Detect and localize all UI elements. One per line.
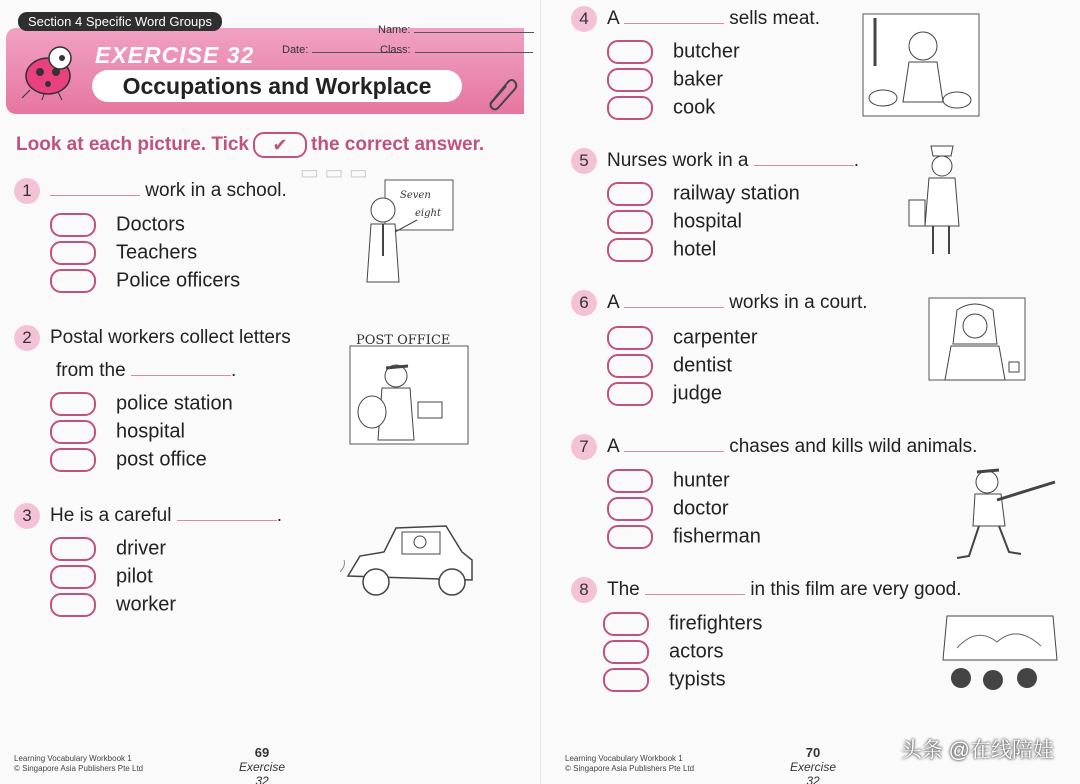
instruction-text-end: the correct answer. xyxy=(311,134,485,156)
name-label: Name: xyxy=(378,24,411,36)
question-1 xyxy=(14,178,287,204)
answer-oval[interactable] xyxy=(607,326,653,350)
question-text: Postal workers collect letters xyxy=(50,327,291,348)
question-text: A xyxy=(607,436,619,457)
option-typists[interactable] xyxy=(603,668,726,692)
class-label: Class: xyxy=(380,44,411,56)
option-hospital[interactable] xyxy=(50,420,185,444)
answer-oval[interactable] xyxy=(50,565,96,589)
answer-oval[interactable] xyxy=(607,68,653,92)
answer-oval[interactable] xyxy=(50,269,96,293)
option-post-office[interactable] xyxy=(50,448,207,472)
option-label: firefighters xyxy=(669,612,763,635)
ladybug-mascot-icon xyxy=(14,40,82,100)
question-text-end: works in a court. xyxy=(729,292,868,313)
page-number: 69 xyxy=(254,745,270,760)
option-worker[interactable] xyxy=(50,593,176,617)
option-carpenter[interactable] xyxy=(607,326,758,350)
page-number-70 xyxy=(783,745,843,784)
option-label: railway station xyxy=(673,182,800,205)
answer-oval[interactable] xyxy=(607,525,653,549)
page-number: 70 xyxy=(805,745,821,760)
picture-word-seven: Seven xyxy=(400,190,431,201)
page-number-69 xyxy=(232,745,292,784)
exercise-title: EXERCISE 32 xyxy=(95,42,255,68)
question-8 xyxy=(571,577,962,603)
question-text: A xyxy=(607,8,619,29)
name-field xyxy=(378,24,534,36)
option-hunter[interactable] xyxy=(607,469,730,493)
question-3 xyxy=(14,503,282,529)
picture-post-office-sign: POST OFFICE xyxy=(356,333,451,348)
question-number: 1 xyxy=(14,178,40,204)
option-railway-station[interactable] xyxy=(607,182,800,206)
option-label: doctor xyxy=(673,497,729,520)
option-label: judge xyxy=(673,382,722,405)
show-through-text: ▭ ▭ ▭ xyxy=(300,162,368,184)
option-label: cook xyxy=(673,96,716,119)
question-text-end: sells meat. xyxy=(729,8,820,29)
postman-picture xyxy=(348,328,470,446)
footer-book-title: Learning Vocabulary Workbook 1 xyxy=(565,754,683,763)
question-6 xyxy=(571,290,868,316)
answer-oval[interactable] xyxy=(607,182,653,206)
footer-copyright: © Singapore Asia Publishers Pte Ltd xyxy=(565,764,695,773)
option-doctors[interactable] xyxy=(50,213,185,237)
answer-blank xyxy=(624,23,724,24)
answer-blank xyxy=(50,195,140,196)
option-judge[interactable] xyxy=(607,382,722,406)
butcher-picture xyxy=(861,6,981,118)
option-label: police station xyxy=(116,392,233,415)
question-text-end: chases and kills wild animals. xyxy=(729,436,978,457)
option-label: hunter xyxy=(673,469,730,492)
paperclip-icon xyxy=(480,74,520,114)
answer-oval[interactable] xyxy=(50,213,96,237)
question-7 xyxy=(571,434,977,460)
teacher-picture xyxy=(355,176,455,286)
option-butcher[interactable] xyxy=(607,40,740,64)
question-number: 4 xyxy=(571,6,597,32)
question-text: He is a careful xyxy=(50,505,172,526)
footer-exercise: Exercise 32 xyxy=(789,760,836,784)
option-hospital-q5[interactable] xyxy=(607,210,742,234)
answer-oval[interactable] xyxy=(607,354,653,378)
picture-word-eight: eight xyxy=(415,208,441,219)
option-actors[interactable] xyxy=(603,640,723,664)
option-label: typists xyxy=(669,668,726,691)
option-label: carpenter xyxy=(673,326,758,349)
answer-oval[interactable] xyxy=(603,640,649,664)
question-number: 5 xyxy=(571,148,597,174)
option-label: hospital xyxy=(116,420,185,443)
footer-publisher-right xyxy=(565,754,694,774)
answer-blank xyxy=(177,520,277,521)
answer-oval[interactable] xyxy=(50,392,96,416)
question-text-end: . xyxy=(853,150,860,171)
watermark: 头条 @在线陪娃 xyxy=(900,739,1054,762)
question-number: 8 xyxy=(571,577,597,603)
footer-copyright: © Singapore Asia Publishers Pte Ltd xyxy=(14,764,144,773)
judge-picture xyxy=(927,296,1027,382)
instruction-text: Look at each picture. Tick xyxy=(16,134,250,156)
answer-oval[interactable] xyxy=(50,448,96,472)
footer-book-title: Learning Vocabulary Workbook 1 xyxy=(14,754,132,763)
question-text: Nurses work in a xyxy=(607,150,749,171)
answer-blank xyxy=(624,307,724,308)
question-text: work in a school. xyxy=(145,180,287,201)
option-dentist[interactable] xyxy=(607,354,732,378)
option-label: fisherman xyxy=(673,525,761,548)
question-number: 7 xyxy=(571,434,597,460)
hunter-picture xyxy=(951,460,1061,564)
instruction xyxy=(16,132,484,158)
question-5 xyxy=(571,148,859,174)
option-pilot[interactable] xyxy=(50,565,153,589)
question-number: 3 xyxy=(14,503,40,529)
nurse-picture xyxy=(901,140,981,260)
option-hotel[interactable] xyxy=(607,238,716,262)
answer-oval[interactable] xyxy=(607,382,653,406)
question-4 xyxy=(571,6,820,32)
section-tag: Section 4 Specific Word Groups xyxy=(18,12,222,31)
option-fisherman[interactable] xyxy=(607,525,761,549)
option-label: Police officers xyxy=(116,269,241,292)
option-label: pilot xyxy=(116,565,153,588)
question-text-end: . xyxy=(230,360,237,381)
answer-oval[interactable] xyxy=(607,497,653,521)
exercise-subtitle: Occupations and Workplace xyxy=(92,70,462,102)
answer-oval[interactable] xyxy=(607,40,653,64)
answer-oval[interactable] xyxy=(50,537,96,561)
question-number: 2 xyxy=(14,325,40,351)
answer-oval[interactable] xyxy=(50,593,96,617)
footer-publisher xyxy=(14,754,143,774)
tick-sample-icon: ✔ xyxy=(253,132,307,158)
answer-oval[interactable] xyxy=(607,238,653,262)
question-2-line1 xyxy=(14,325,291,351)
question-text-end: . xyxy=(276,505,283,526)
option-label: post office xyxy=(116,448,207,471)
car-driver-picture xyxy=(340,516,478,604)
question-text: from the xyxy=(56,360,126,381)
option-driver[interactable] xyxy=(50,537,166,561)
answer-oval[interactable] xyxy=(607,210,653,234)
option-label: Doctors xyxy=(116,213,185,236)
question-2-line2 xyxy=(56,360,236,382)
option-cook[interactable] xyxy=(607,96,715,120)
option-label: hotel xyxy=(673,238,717,261)
cinema-picture xyxy=(937,612,1063,692)
answer-blank xyxy=(131,375,231,376)
question-text-end: in this film are very good. xyxy=(750,579,962,600)
answer-blank xyxy=(624,451,724,452)
question-number: 6 xyxy=(571,290,597,316)
class-field xyxy=(380,44,533,56)
answer-oval[interactable] xyxy=(603,668,649,692)
answer-blank xyxy=(754,165,854,166)
option-label: Teachers xyxy=(116,241,198,264)
answer-oval[interactable] xyxy=(607,96,653,120)
option-firefighters[interactable] xyxy=(603,612,762,636)
right-page xyxy=(541,0,1080,784)
option-label: driver xyxy=(116,537,167,560)
option-police-officers[interactable] xyxy=(50,269,240,293)
answer-oval[interactable] xyxy=(607,469,653,493)
option-label: baker xyxy=(673,68,724,91)
option-teachers[interactable] xyxy=(50,241,197,265)
answer-oval[interactable] xyxy=(50,420,96,444)
option-label: dentist xyxy=(673,354,732,377)
answer-blank xyxy=(645,594,745,595)
option-baker[interactable] xyxy=(607,68,723,92)
answer-oval[interactable] xyxy=(603,612,649,636)
question-text: A xyxy=(607,292,619,313)
option-doctor[interactable] xyxy=(607,497,729,521)
option-label: butcher xyxy=(673,40,740,63)
question-text: The xyxy=(607,579,640,600)
option-label: hospital xyxy=(673,210,742,233)
option-label: worker xyxy=(116,593,177,616)
footer-exercise: Exercise 32 xyxy=(238,760,285,784)
option-police-station[interactable] xyxy=(50,392,233,416)
date-label: Date: xyxy=(282,44,309,56)
answer-oval[interactable] xyxy=(50,241,96,265)
option-label: actors xyxy=(669,640,724,663)
